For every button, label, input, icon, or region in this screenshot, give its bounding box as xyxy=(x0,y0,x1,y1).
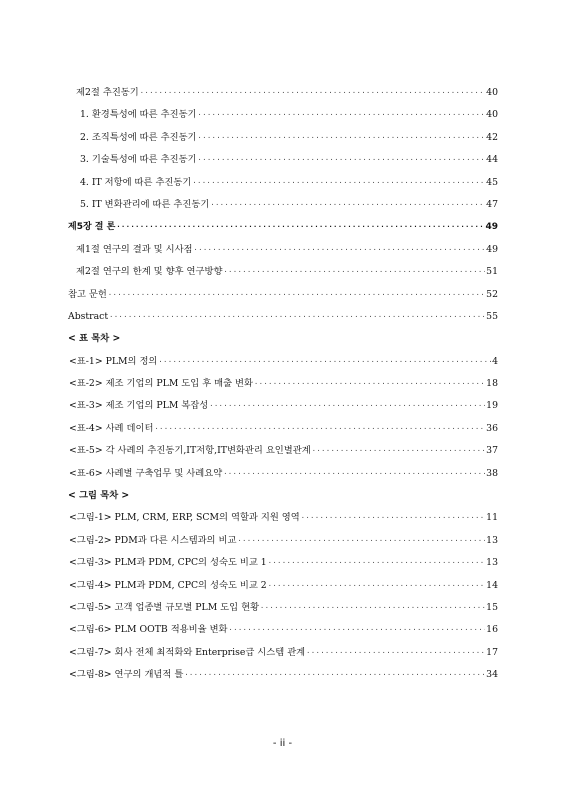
toc-entry[interactable] xyxy=(68,575,498,597)
toc-entry-title: <그림-2> PDM과 다른 시스템과의 비교 xyxy=(69,534,237,546)
toc-section-header: < 그림 목차 > xyxy=(68,490,130,502)
toc-entry-title: <그림-5> 고객 업종별 규모별 PLM 도입 현황 xyxy=(69,601,260,613)
toc-entry-title: <그림-8> 연구의 개념적 틀 xyxy=(69,669,184,681)
toc-entry-page: 45 xyxy=(486,176,498,188)
toc-entry-page: 13 xyxy=(486,557,498,569)
toc-entry[interactable] xyxy=(68,127,498,149)
dot-leader xyxy=(209,395,485,417)
toc-entry-page: 14 xyxy=(486,579,498,591)
table-of-contents xyxy=(68,82,498,687)
toc-entry-title: 2. 조직특성에 따른 추진동기 xyxy=(80,131,197,143)
toc-entry-title: 제1절 연구의 결과 및 시사점 xyxy=(76,243,193,255)
toc-entry-page: 11 xyxy=(486,512,498,524)
toc-entry-title: 제2절 추진동기 xyxy=(76,87,139,98)
toc-entry[interactable] xyxy=(68,373,498,395)
dot-leader xyxy=(154,418,485,440)
toc-section-header: < 표 목차 > xyxy=(68,333,121,345)
toc-entry[interactable] xyxy=(68,597,498,619)
toc-entry-title: 4. IT 저항에 따른 추진동기 xyxy=(80,176,192,188)
dot-leader xyxy=(116,216,484,238)
dot-leader xyxy=(223,463,485,485)
toc-entry-title: 3. 기술특성에 따른 추진동기 xyxy=(80,154,197,166)
toc-entry-page: 19 xyxy=(486,400,498,412)
toc-entry-page: 55 xyxy=(486,310,498,322)
toc-entry[interactable] xyxy=(68,530,498,552)
toc-entry[interactable] xyxy=(68,261,498,283)
toc-entry[interactable] xyxy=(68,149,498,171)
toc-entry[interactable] xyxy=(68,351,498,373)
toc-entry-page: 49 xyxy=(485,222,498,233)
toc-entry-page: 51 xyxy=(486,266,498,278)
toc-entry-page: 37 xyxy=(486,445,498,457)
dot-leader xyxy=(210,194,485,216)
dot-leader xyxy=(229,619,486,641)
toc-entry-page: 4 xyxy=(492,355,498,367)
dot-leader xyxy=(306,642,485,664)
toc-entry-title: 제2절 연구의 한계 및 향후 연구방향 xyxy=(76,266,223,278)
toc-entry[interactable] xyxy=(68,216,498,238)
toc-entry-title: 5. IT 변화관리에 따른 추진동기 xyxy=(80,198,210,210)
toc-entry-page: 42 xyxy=(486,131,498,143)
toc-entry[interactable] xyxy=(68,664,498,686)
toc-entry-page: 49 xyxy=(486,243,498,255)
toc-entry-page: 52 xyxy=(486,288,498,300)
toc-entry-title: <그림-1> PLM, CRM, ERP, SCM의 역할과 지원 영역 xyxy=(69,512,300,524)
toc-entry[interactable] xyxy=(68,552,498,574)
toc-entry-page: 36 xyxy=(486,422,498,434)
dot-leader xyxy=(109,306,485,328)
toc-entry[interactable] xyxy=(68,284,498,306)
dot-leader xyxy=(223,261,485,283)
dot-leader xyxy=(198,127,486,149)
toc-entry-page: 47 xyxy=(486,198,498,210)
dot-leader xyxy=(254,373,485,395)
toc-entry[interactable] xyxy=(68,395,498,417)
toc-entry-title: <표-5> 각 사례의 추진동기,IT저항,IT변화관리 요인별관계 xyxy=(69,445,311,457)
toc-entry-page: 18 xyxy=(486,378,498,390)
toc-entry[interactable] xyxy=(68,82,498,104)
toc-entry-title: <표-3> 제조 기업의 PLM 복잡성 xyxy=(69,400,209,412)
dot-leader xyxy=(192,172,485,194)
toc-entry-title: 참고 문헌 xyxy=(68,288,107,300)
toc-entry[interactable] xyxy=(68,642,498,664)
toc-entry-title: <표-1> PLM의 정의 xyxy=(69,355,158,367)
dot-leader xyxy=(194,239,486,261)
dot-leader xyxy=(312,440,485,462)
toc-entry-title: Abstract xyxy=(68,310,109,322)
toc-entry-page: 16 xyxy=(486,624,498,636)
toc-entry-page: 34 xyxy=(486,669,498,681)
toc-entry-title: 제5장 결 론 xyxy=(68,222,116,233)
dot-leader xyxy=(260,597,485,619)
dot-leader xyxy=(140,82,485,104)
dot-leader xyxy=(198,104,486,126)
dot-leader xyxy=(268,575,485,597)
toc-entry[interactable] xyxy=(68,507,498,529)
toc-entry[interactable] xyxy=(68,194,498,216)
toc-entry-title: <그림-6> PLM OOTB 적용비율 변화 xyxy=(69,624,228,636)
dot-leader xyxy=(184,664,485,686)
toc-entry-title: <그림-7> 회사 전체 최적화와 Enterprise급 시스템 관계 xyxy=(69,646,306,658)
toc-entry-page: 44 xyxy=(486,154,498,166)
toc-entry-title: <그림-3> PLM과 PDM, CPC의 성숙도 비교 1 xyxy=(69,557,267,569)
toc-entry[interactable] xyxy=(68,463,498,485)
dot-leader xyxy=(237,530,485,552)
dot-leader xyxy=(198,149,486,171)
toc-entry[interactable] xyxy=(68,104,498,126)
toc-entry-page: 13 xyxy=(486,534,498,546)
toc-entry-page: 40 xyxy=(486,109,498,121)
toc-entry[interactable] xyxy=(68,172,498,194)
toc-entry-title: <표-4> 사례 데이터 xyxy=(69,422,154,434)
page-number: - ii - xyxy=(272,738,293,749)
toc-entry[interactable] xyxy=(68,239,498,261)
toc-entry[interactable] xyxy=(68,440,498,462)
toc-entry-title: 1. 환경특성에 따른 추진동기 xyxy=(80,109,197,121)
toc-entry-title: <표-2> 제조 기업의 PLM 도입 후 매출 변화 xyxy=(69,378,254,390)
dot-leader xyxy=(108,284,485,306)
toc-entry[interactable] xyxy=(68,418,498,440)
toc-entry-page: 15 xyxy=(486,601,498,613)
toc-entry-page: 17 xyxy=(486,646,498,658)
toc-entry-title: <그림-4> PLM과 PDM, CPC의 성숙도 비교 2 xyxy=(69,579,267,591)
toc-entry-title: <표-6> 사례별 구축업무 및 사례요약 xyxy=(69,467,223,479)
toc-entry-page: 38 xyxy=(486,467,498,479)
toc-entry[interactable] xyxy=(68,619,498,641)
toc-entry-page: 40 xyxy=(486,87,498,98)
dot-leader xyxy=(301,507,485,529)
toc-entry[interactable] xyxy=(68,306,498,328)
dot-leader xyxy=(158,351,491,373)
dot-leader xyxy=(268,552,485,574)
